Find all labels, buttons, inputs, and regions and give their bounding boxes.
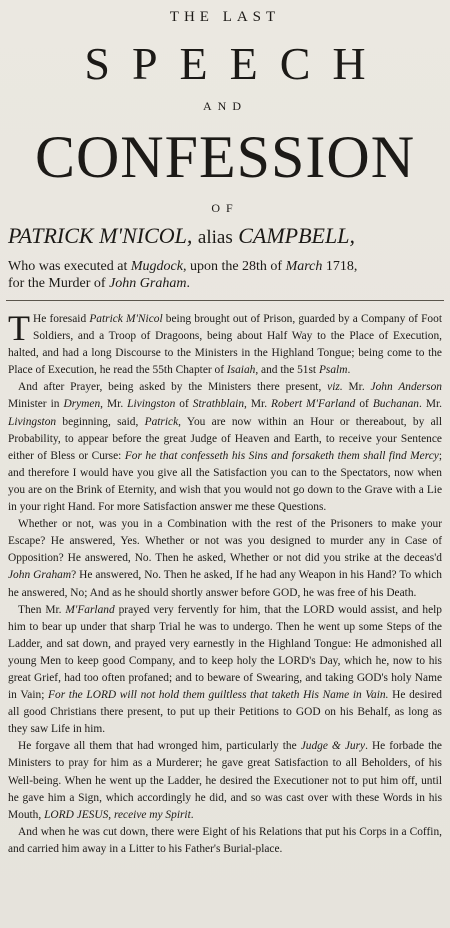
text: And when he was cut down, there were Eight of his Relations that put his Corps in a Coffin, and carried him away in a Litter to his Father's Burial-place. xyxy=(8,825,442,855)
text: , and the 51st xyxy=(255,364,319,377)
intro-place: Mugdock xyxy=(130,259,183,274)
heading-the-last: THE LAST xyxy=(169,9,281,25)
text: M'Farland xyxy=(65,603,115,616)
text: Mr. xyxy=(342,381,371,394)
intro-text: 1718, xyxy=(322,259,358,274)
intro-line-2 xyxy=(6,275,444,292)
paragraph-2 xyxy=(8,379,442,516)
text: Patrick M'Nicol xyxy=(89,313,163,325)
intro-text: for the Murder of xyxy=(8,276,110,291)
alias-name: CAMPBELL, xyxy=(238,223,355,248)
text: He desired all good Christians there present, to put up their Petitions to GOD on his Behalf, as long as they saw Life in him. xyxy=(8,689,442,736)
paragraph-4 xyxy=(8,602,442,739)
text: . xyxy=(190,808,194,821)
text: . xyxy=(347,364,351,377)
text: For he that confesseth his Sins and forsaketh them shall find Mercy xyxy=(124,449,439,462)
text: . Mr. xyxy=(419,398,442,411)
text: , Mr. xyxy=(100,398,128,411)
intro-victim: John Graham xyxy=(109,276,187,291)
paragraph-6 xyxy=(8,824,442,858)
text: Patrick xyxy=(144,415,179,428)
text: being brought out of Prison, guarded by a Company of Foot Soldiers, and a Troop of Dragoons, being about Half Way to the Place of Execution, halted, and had a long Discourse to the Ministers in the Highland Tongue; being come to the Place of Execution, he read the 55th Chapter of xyxy=(8,313,442,377)
text: Judge & Jury xyxy=(300,740,366,753)
text: Livingston xyxy=(127,398,176,411)
text: ; and therefore I would have you give all the Satisfaction you can to the Spectators, now when you are on the Brink of Eternity, and wish that you would not go down to the Grave with a Lie in your right Hand. For more Satisfaction answer me these Questions. xyxy=(8,449,442,514)
drop-cap: T xyxy=(8,308,30,348)
text: He forgave all them that had wronged him, particularly the xyxy=(18,740,301,753)
text: ? He answered, No. Then he asked, If he had any Weapon in his Hand? To which he answered, No; And as he should shortly answer before GOD, he was free of his Death. xyxy=(8,569,443,599)
text: Livingston xyxy=(8,415,57,428)
paragraph-3 xyxy=(8,516,442,601)
text: of xyxy=(175,398,193,411)
intro-line-1 xyxy=(6,258,444,275)
text: , You are now within an Hour or thereabout, by all Probability, to appear before the great Judge of Heaven and Earth, to receive your Sentence either of Bless or Curse: xyxy=(8,415,442,462)
condemned-name: PATRICK M'NICOL, xyxy=(8,223,193,248)
text: Whether or not, was you in a Combination with the rest of the Prisoners to make your Escape? He answered, Yes. Whether or not was you designed to murder any in Case of Opposition? He answered, No. Then he asked, Whether or not did you strike at the deceas'd xyxy=(8,518,442,565)
alias-word: alias xyxy=(197,227,233,248)
text: Buchanan xyxy=(372,398,419,411)
text: For the LORD will not hold them guiltless that taketh His Name in Vain. xyxy=(48,689,389,702)
text: LORD JESUS, receive my Spirit xyxy=(44,808,191,821)
text: Isaiah xyxy=(226,364,256,377)
text: . He forbade the Ministers to pray for him as a Murderer; he gave great Satisfaction to all Beholders, of his Well-being. When he went up the Ladder, he desired the Executioner not to put him off, until he gave him a Sign, which accordingly he did, and so was cast over with these Words in his Mouth, xyxy=(8,740,442,821)
heading-speech: SPEECH xyxy=(84,38,388,89)
narrative-body xyxy=(6,308,444,858)
text: prayed very fervently for him, that the LORD would assist, and help him to bear up under that sharp Trial he was to undergo. Then he went up some Steps of the Ladder, and sat down, and prayed very earnestly in the Highland Tongue: He admonished all young Men to keep good Company, and to keep holy the LORD's Day, which he, now to his great Grief, had too often profaned; and to beware of Swearing, and taking GOD's holy Name in Vain; xyxy=(8,603,442,702)
text: of xyxy=(355,398,373,411)
intro-text: . xyxy=(186,276,190,291)
text: He foresaid xyxy=(33,313,90,325)
heading-and: AND xyxy=(203,99,247,113)
divider-rule xyxy=(6,300,444,301)
heading-of: OF xyxy=(211,201,239,215)
text: Drymen xyxy=(63,398,101,411)
heading-confession: CONFESSION xyxy=(34,124,416,190)
paragraph-1 xyxy=(8,308,442,379)
text: Strathblain xyxy=(192,398,245,411)
intro-text: Who was executed at xyxy=(8,259,131,274)
text: viz. xyxy=(327,381,343,394)
intro-text: , upon the 28th of xyxy=(182,259,286,274)
text: Minister in xyxy=(8,398,64,411)
text: And after Prayer, being asked by the Ministers there present, xyxy=(18,381,328,394)
text: Robert M'Farland xyxy=(271,398,356,411)
text: Then Mr. xyxy=(18,603,66,616)
text: John Anderson xyxy=(370,381,442,394)
condemned-name-line xyxy=(6,222,444,252)
text: John Graham xyxy=(8,569,72,582)
intro-month: March xyxy=(285,259,323,274)
paragraph-5 xyxy=(8,738,442,823)
text: beginning, said, xyxy=(56,415,145,428)
text: , Mr. xyxy=(244,398,272,411)
text: Psalm xyxy=(318,364,348,377)
